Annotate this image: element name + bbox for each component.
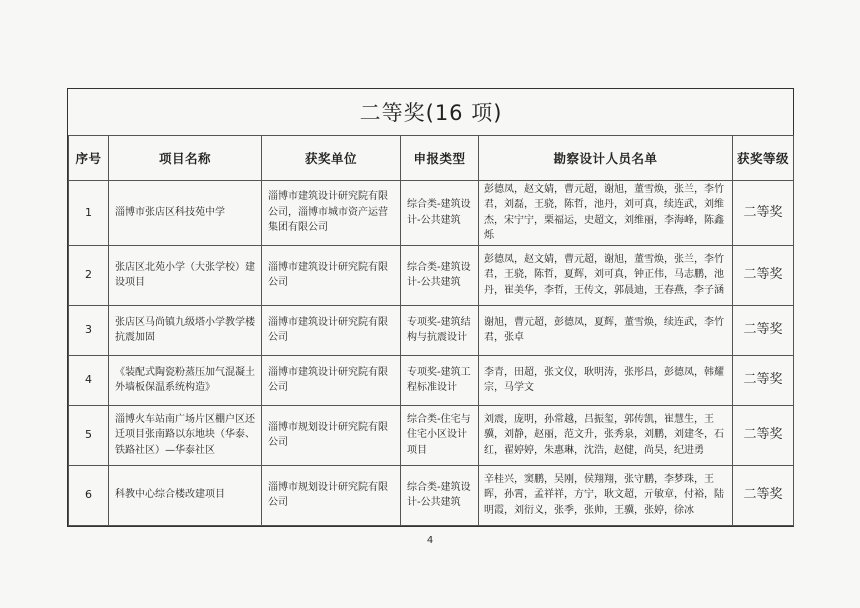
row-project: 淄博火车站南广场片区棚户区还迁项目张南路以东地块（华泰、铁路社区）—华泰社区 — [109, 405, 262, 465]
row-project: 张店区北苑小学（大张学校）建设项目 — [109, 245, 262, 305]
row-type: 综合类-建筑设计-公共建筑 — [401, 180, 479, 245]
row-no: 3 — [69, 305, 109, 355]
header-people: 勘察设计人员名单 — [479, 135, 733, 180]
table-row — [69, 180, 794, 245]
row-unit: 淄博市建筑设计研究院有限公司 — [262, 245, 401, 305]
row-no: 5 — [69, 405, 109, 465]
row-unit: 淄博市建筑设计研究院有限公司 — [262, 305, 401, 355]
row-people: 辛桂兴，窦鹏，吴刚，侯翔翔，张守鹏，李梦珠，王晖，孙霄，孟祥祥，方宁，耿文超，亓敏章，付裕，陆明霞，刘衍义，张季，张帅，王骥，张婷，徐冰 — [479, 465, 733, 525]
header-type: 申报类型 — [401, 135, 479, 180]
header-project: 项目名称 — [109, 135, 262, 180]
row-unit: 淄博市建筑设计研究院有限公司，淄博市城市资产运营集团有限公司 — [262, 180, 401, 245]
row-no: 1 — [69, 180, 109, 245]
row-no: 6 — [69, 465, 109, 525]
row-level: 二等奖 — [733, 245, 794, 305]
table-row — [69, 355, 794, 405]
row-level: 二等奖 — [733, 465, 794, 525]
award-table-container — [67, 88, 794, 527]
table-row — [69, 405, 794, 465]
row-type: 专项奖-建筑结构与抗震设计 — [401, 305, 479, 355]
row-people: 李青，田超，张文仪，耿明涛，张彤昌，彭德凤，韩耀宗，马学文 — [479, 355, 733, 405]
row-people: 刘震，庞明，孙常越，吕振玺，郭传凯，崔慧生，王骥，刘静，赵丽，范文升，张秀泉，刘鹏，刘建冬，石红，翟婷婷，朱惠琳，沈浩，赵健，尚昊，纪进勇 — [479, 405, 733, 465]
row-level: 二等奖 — [733, 305, 794, 355]
table-title: 二等奖(16 项) — [69, 89, 794, 135]
row-project: 淄博市张店区科技苑中学 — [109, 180, 262, 245]
row-type: 专项奖-建筑工程标准设计 — [401, 355, 479, 405]
header-no: 序号 — [69, 135, 109, 180]
table-row — [69, 305, 794, 355]
header-unit: 获奖单位 — [262, 135, 401, 180]
row-level: 二等奖 — [733, 405, 794, 465]
row-level: 二等奖 — [733, 180, 794, 245]
row-project: 《装配式陶瓷粉蒸压加气混凝土外墙板保温系统构造》 — [109, 355, 262, 405]
row-no: 4 — [69, 355, 109, 405]
header-row — [69, 135, 794, 180]
row-project: 张店区马尚镇九级塔小学教学楼抗震加固 — [109, 305, 262, 355]
table-row — [69, 465, 794, 525]
row-people: 谢旭，曹元超，彭德凤，夏辉，董雪焕，续连武，李竹君，张卓 — [479, 305, 733, 355]
page-number: 4 — [426, 535, 434, 546]
row-project: 科教中心综合楼改建项目 — [109, 465, 262, 525]
row-unit: 淄博市规划设计研究院有限公司 — [262, 405, 401, 465]
row-unit: 淄博市建筑设计研究院有限公司 — [262, 355, 401, 405]
row-type: 综合类-建筑设计-公共建筑 — [401, 245, 479, 305]
header-level: 获奖等级 — [733, 135, 794, 180]
award-table — [68, 89, 794, 526]
row-no: 2 — [69, 245, 109, 305]
table-row — [69, 245, 794, 305]
row-type: 综合类-建筑设计-公共建筑 — [401, 465, 479, 525]
row-people: 彭德凤，赵文婧，曹元超，谢旭，董雪焕，张兰，李竹君，刘磊，王骁，陈哲，池丹，刘可真，续连武，刘维杰，宋宁宁，栗福运，史超文，刘维丽，李海峰，陈鑫烁 — [479, 180, 733, 245]
row-people: 彭德凤，赵文婧，曹元超，谢旭，董雪焕，张兰，李竹君，王骁，陈哲，夏辉，刘可真，钟正伟，马志鹏，池丹，崔美华，李哲，王传文，郭晨迪，王春燕，李子涵 — [479, 245, 733, 305]
row-type: 综合类-住宅与住宅小区设计项目 — [401, 405, 479, 465]
row-level: 二等奖 — [733, 355, 794, 405]
row-unit: 淄博市规划设计研究院有限公司 — [262, 465, 401, 525]
